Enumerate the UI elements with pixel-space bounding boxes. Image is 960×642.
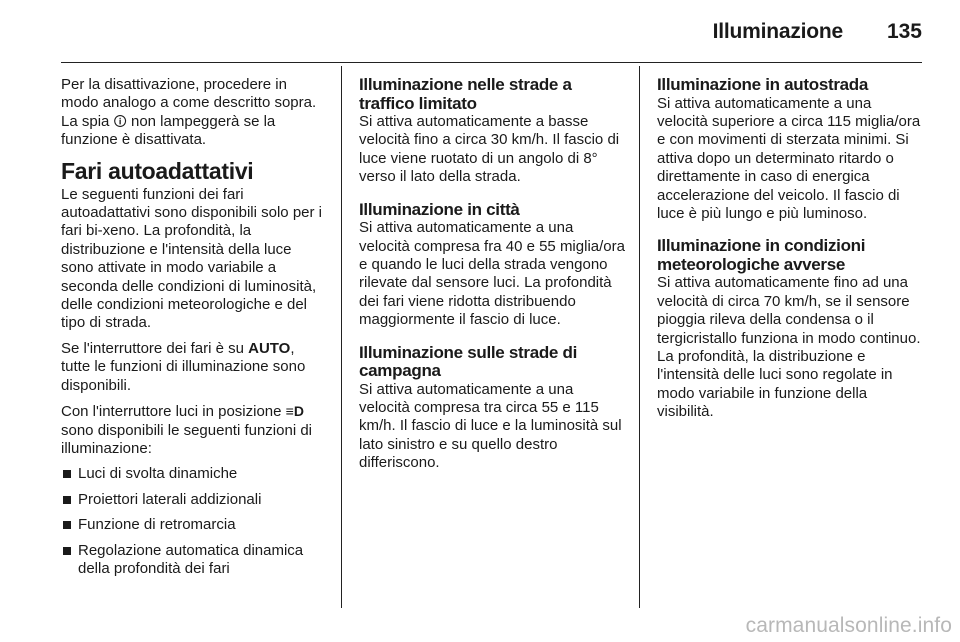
section-heading: Fari autoadattativi: [61, 157, 254, 184]
subsection-heading: Illuminazione sulle strade di campagna: [359, 342, 578, 381]
column-2: [359, 76, 625, 487]
column-1: [61, 76, 327, 585]
list-item: Luci di svolta dinamiche: [61, 465, 327, 483]
subsection-heading: Illuminazione in città: [359, 199, 520, 219]
subsection-text: Si attiva automaticamente a una velocità compresa fra 40 e 55 miglia/ora e quando le luci della strada vengono rilevate dal sensore luci. La profondità dei fari viene ridotta distribuendo maggiormente il fascio di luce.: [359, 219, 625, 329]
bullet-icon: [63, 470, 71, 478]
subsection-heading: Illuminazione nelle strade a traffico limitato: [359, 75, 572, 113]
paragraph-lowbeam: Con l'interruttore luci in posizione ≡D sono disponibili le seguenti funzioni di illuminazione:: [61, 403, 313, 457]
list-item: Regolazione automatica dinamica della profondità dei fari: [61, 542, 327, 579]
auto-label: AUTO: [248, 339, 291, 357]
header-divider: [61, 62, 922, 63]
subsection-text: Si attiva automaticamente a una velocità compresa tra circa 55 e 115 km/h. Il fascio di luce e la luminosità sul lato sinistro e su quello destro differiscono.: [359, 380, 622, 472]
paragraph-deactivation: Per la disattivazione, procedere in modo analogo a come descritto sopra. La spia 🛈 non lampeggerà se la funzione è disattivata.: [61, 76, 317, 149]
subsection-text: Si attiva automaticamente fino ad una velocità di circa 70 km/h, se il sensore pioggia rileva della condensa o il tergicristallo funziona in modo continuo. La profondità, la distribuzione e l'intensità delle luci sono regolate in modo variabile in funzione della visibilità.: [657, 274, 921, 421]
subsection-heading: Illuminazione in autostrada: [657, 75, 869, 94]
section-limited-traffic: [359, 76, 625, 187]
column-divider-2: [639, 66, 640, 608]
section-adverse-weather: [657, 237, 923, 421]
subsection-text: Si attiva automaticamente a una velocità superiore a circa 115 miglia/ora e con movimenti di sterzata minimi. Si attiva dopo un determinato ritardo o direttamente in caso di energica accelerazione del veicolo. Il fascio di luce è più lungo e più luminoso.: [657, 94, 921, 222]
headlight-warning-icon: 🛈: [113, 113, 127, 129]
column-divider-1: [341, 66, 342, 608]
page-number: 135: [886, 20, 922, 43]
low-beam-icon: ≡D: [285, 403, 304, 420]
bullet-icon: [63, 521, 71, 529]
bullet-icon: [63, 547, 71, 555]
bullet-icon: [63, 496, 71, 504]
watermark: carmanualsonline.info: [745, 614, 952, 637]
subsection-heading: Illuminazione in condizioni meteorologiche avverse: [657, 236, 866, 274]
subsection-text: Si attiva automaticamente a basse velocità fino a circa 30 km/h. Il fascio di luce viene ruotato di un angolo di 8° verso il lato della strada.: [359, 113, 620, 186]
list-item: Proiettori laterali addizionali: [61, 491, 327, 509]
section-motorway: [657, 76, 923, 223]
paragraph-auto: Se l'interruttore dei fari è su AUTO, tutte le funzioni di illuminazione sono disponibili.: [61, 339, 306, 394]
column-3: [657, 76, 923, 436]
list-item: Funzione di retromarcia: [61, 516, 327, 534]
paragraph-intro: Le seguenti funzioni dei fari autoadattativi sono disponibili solo per i fari bi-xeno. La profondità, la distribuzione e l'intensità della luce sono attivate in modo variabile a seconda delle condizioni di luminosità, delle condizioni meteorologiche e del tipo di strada.: [61, 185, 322, 332]
page-title: Illuminazione: [712, 20, 843, 43]
section-country-road: [359, 344, 625, 473]
section-city: [359, 201, 625, 330]
function-list: [61, 465, 327, 578]
